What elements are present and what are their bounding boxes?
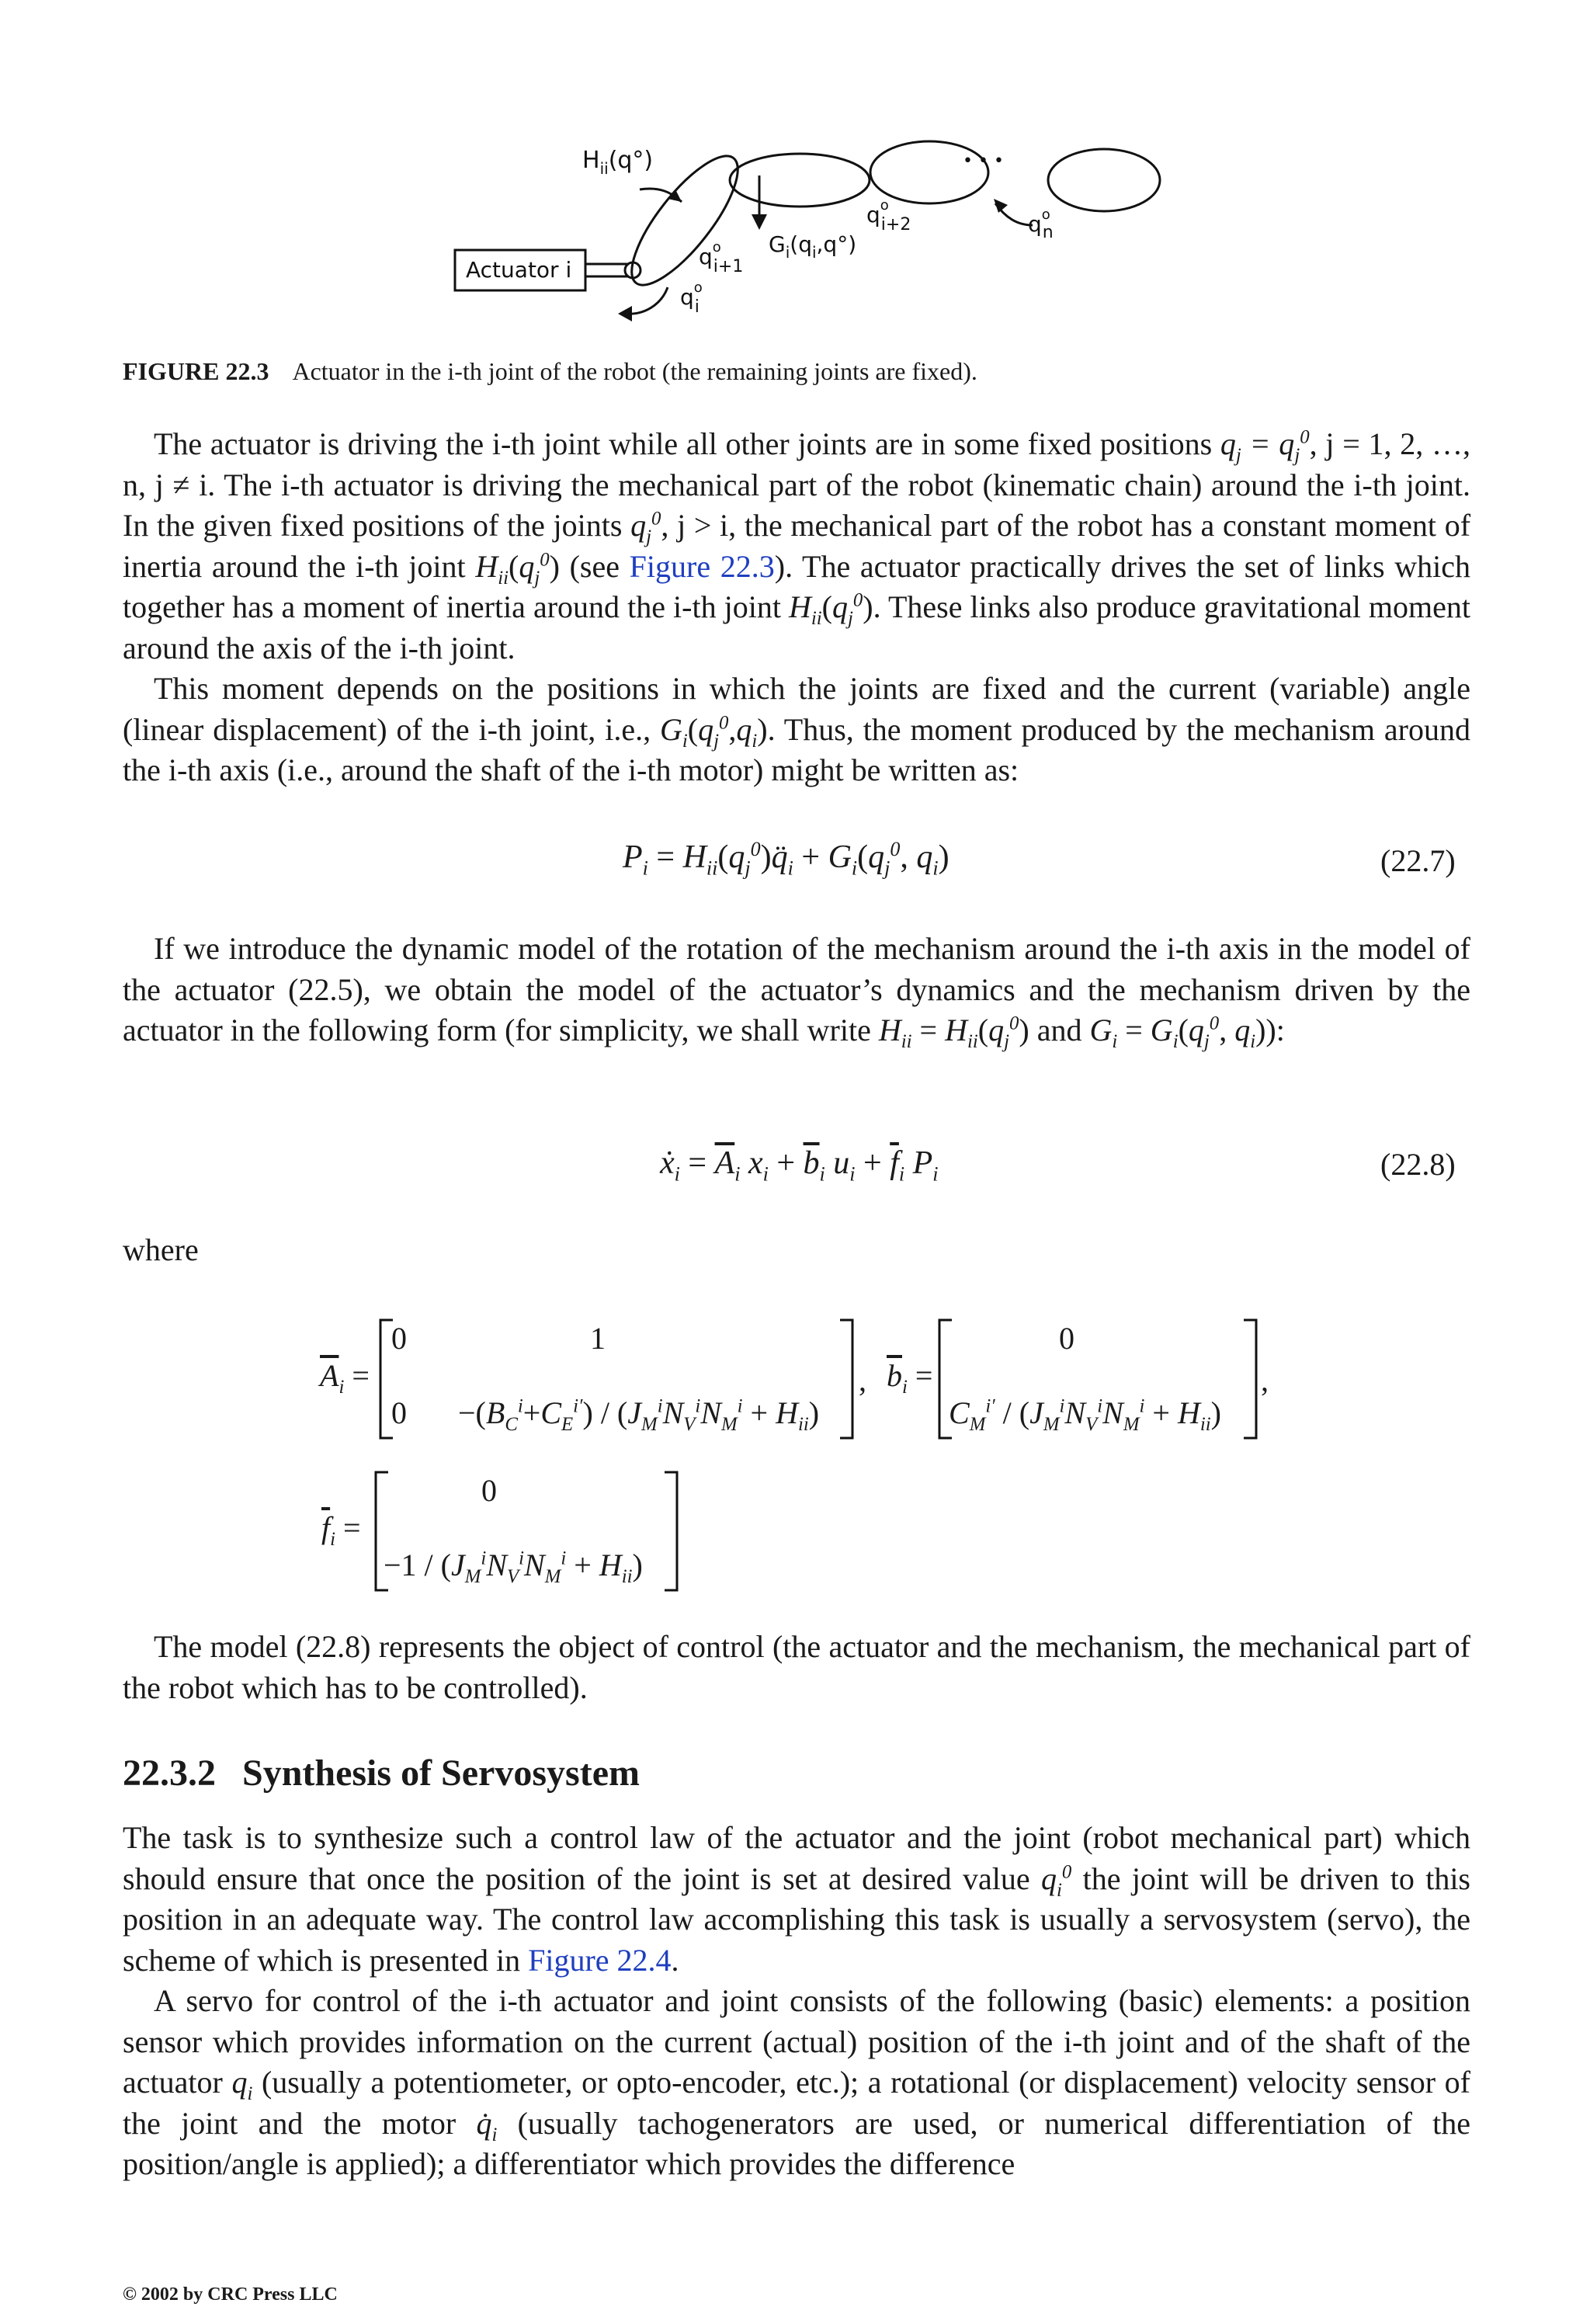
equation-number-22-7: (22.7)	[1380, 843, 1456, 878]
copyright-footer: © 2002 by CRC Press LLC	[123, 2284, 338, 2305]
paragraph-1: The actuator is driving the i-th joint while all other joints are in some fixed positions $q_j = q_j^0$, j = 1, 2, …, n, j ≠ i. The i-th actuator is driving the mechanical part of the robot (kinematic chain) around the i-th joint. In the given fixed positions of the joints $q_j^0$, j > i, the mechanical part of the robot has a constant moment of inertia around the i-th joint $H_{ii}(q_j^0)$ (see Figure 22.3). The actuator practically drives the set of links which together has a moment of inertia around the i-th joint $H_{ii}(q_j^0)$. These links also produce gravitational moment around the axis of the i-th joint.	[123, 426, 1471, 665]
matrix-f-r1: 0	[481, 1473, 497, 1508]
caption-text: Actuator in the i-th joint of the robot (the remaining joints are fixed).	[292, 357, 977, 385]
matrix-a-r2c2: $-(B_C^i+C_E^{i'}) / (J_M^iN_V^iN_M^i + H_{ii})$	[458, 1395, 820, 1435]
paragraph-5: The task is to synthesize such a control law of the actuator and the joint (robot mechanical part) which should ensure that once the position of the joint is set at desired value $q_i^0$ the joint will be driven to this position in an adequate way. The control law accomplishing this task is usually a servosystem (servo), the scheme of which is presented in Figure 22.4.	[123, 1820, 1471, 1978]
matrix-a-r2c1: 0	[391, 1395, 407, 1430]
paragraph-4: The model (22.8) represents the object of control (the actuator and the mechanism, the mechanical part of the robot which has to be controlled).	[123, 1629, 1470, 1705]
qi-sub: i	[694, 297, 700, 317]
h-label: H	[582, 147, 600, 174]
matrix-a-comma: ,	[859, 1363, 866, 1398]
qi-sup: o	[693, 280, 703, 296]
section-number: 22.3.2	[123, 1753, 216, 1794]
caption-number: FIGURE 22.3	[123, 357, 269, 385]
qi1-sub: i+1	[713, 257, 744, 276]
svg-text:qon	[1028, 207, 1054, 242]
qi2-sym: q	[866, 202, 880, 228]
g-arg: (q	[790, 231, 812, 257]
h-arg: (q°)	[608, 147, 654, 174]
matrix-b-r2: $C_M^{i'} / (J_M^iN_V^iN_M^i + H_{ii})$	[949, 1395, 1221, 1435]
link-ellipse-2	[730, 154, 870, 207]
qi1-sym: q	[699, 244, 713, 269]
qi1-sup: o	[712, 239, 721, 255]
matrix-f-label: $\overline{f}_i$ =	[321, 1510, 361, 1550]
qi2-sup: o	[880, 197, 889, 214]
figure-22-3	[435, 132, 1165, 342]
figure-caption	[123, 357, 1474, 386]
equation-22-7: $P_i$ = $H_{ii}(q_j^0)q̈_i + G_i(q_j^0$, $q_i$)	[623, 838, 949, 880]
svg-text:qoi+1	[699, 239, 743, 276]
link-ellipse-n	[1048, 149, 1160, 211]
svg-text:Hii(q°)	[582, 147, 653, 178]
g-label: G	[769, 231, 786, 257]
matrix-b-comma: ,	[1261, 1363, 1269, 1398]
qn-sub: n	[1042, 223, 1054, 242]
g-arg-tail: ,q°)	[816, 231, 857, 257]
qi-sym: q	[680, 284, 694, 310]
figure-22-4-link[interactable]: Figure 22.4	[528, 1942, 672, 1978]
matrix-b-label: $\overline{b}_i$ =	[887, 1358, 933, 1398]
h-sub: ii	[599, 159, 609, 178]
section-heading	[123, 1752, 640, 1794]
figure-22-3-link[interactable]: Figure 22.3	[629, 548, 775, 584]
g-arg-sub: i	[811, 243, 817, 262]
svg-text:qoi	[680, 280, 703, 317]
equation-22-8: ẋ$_i$ = $\overline{A}_i$ $x_i + \overline{b}_i$ $u_i + \overline{f}_i$ $P_i$	[660, 1145, 939, 1186]
matrix-a-r1c1: 0	[391, 1321, 407, 1356]
equation-number-22-8: (22.8)	[1380, 1147, 1456, 1182]
paragraph-6: A servo for control of the i-th actuator and joint consists of the following (basic) elements: a position sensor which provides information on the current (actual) position of the i-th joint and of the shaft of the actuator $q_i$ (usually a potentiometer, or opto-encoder, etc.); a rotational (or displacement) velocity sensor of the joint and the motor $q̇_i$ (usually tachogenerators are used, or numerical differentiation of the position/angle is applied); a differentiator which provides the difference	[123, 1983, 1471, 2181]
svg-text:qoi+2	[866, 197, 911, 234]
qn-sup: o	[1041, 207, 1050, 223]
paragraph-3: If we introduce the dynamic model of the rotation of the mechanism around the i-th axis in the model of the actuator (22.5), we obtain the model of the actuator’s dynamics and the mechanism driven by the actuator in the following form (for simplicity, we shall write $H_{ii} = H_{ii}(q_j^0)$ and $G_i = G_i(q_j^0$, $q_i$)):	[123, 931, 1470, 1052]
section-title: Synthesis of Servosystem	[242, 1753, 640, 1794]
qi2-sub: i+2	[880, 215, 911, 234]
matrix-b-r1: 0	[1059, 1321, 1074, 1356]
where-label: where	[123, 1232, 199, 1267]
g-sub: i	[785, 243, 790, 262]
matrix-a-label: $\overline{A}_i$ =	[320, 1358, 370, 1398]
ellipsis-dots: • • •	[963, 151, 1004, 171]
paragraph-2: This moment depends on the positions in which the joints are fixed and the current (variable) angle (linear displacement) of the i-th joint, i.e., $G_i(q_j^0,q_i)$. Thus, the moment produced by the mechanism around the i-th axis (i.e., around the shaft of the i-th motor) might be written as:	[123, 671, 1470, 787]
svg-text:Gi(qi,q°)	[769, 231, 856, 262]
matrix-f-r2: $-1 / (J_M^iN_V^iN_M^i + H_{ii})$	[384, 1548, 643, 1587]
link-ellipse-3	[870, 141, 988, 203]
actuator-label: Actuator i	[466, 257, 572, 283]
qn-sym: q	[1028, 211, 1042, 237]
matrix-a-r1c2: 1	[590, 1321, 606, 1356]
